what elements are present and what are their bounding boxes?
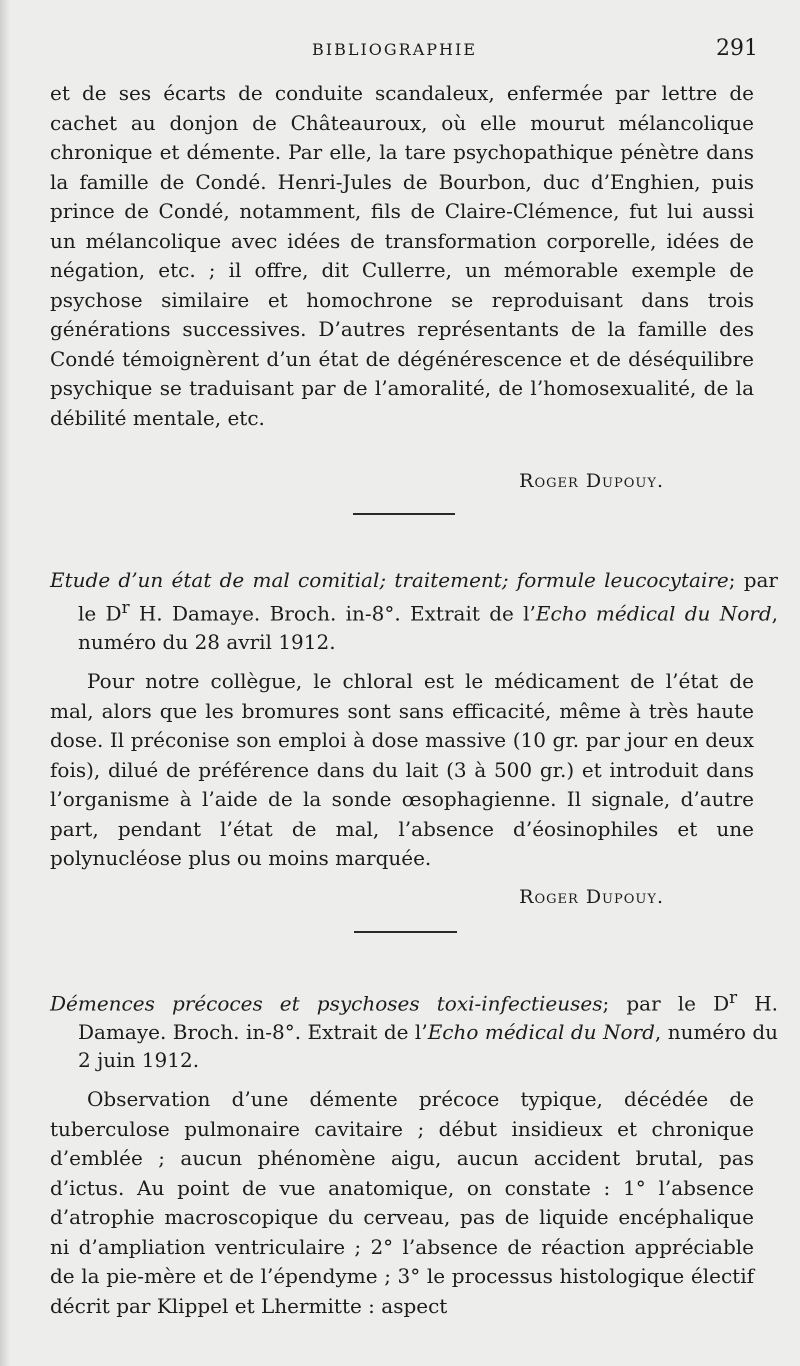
reference-issue: , numéro du 2 juin 1912. xyxy=(78,1019,779,1072)
review-reference xyxy=(50,566,778,656)
reference-issue: , numéro du 28 avril 1912. xyxy=(78,601,779,654)
review-signature: Roger Dupouy. xyxy=(519,470,664,492)
reference-journal: Echo médical du Nord xyxy=(427,1019,655,1044)
review-signature: Roger Dupouy. xyxy=(519,886,664,908)
review-reference xyxy=(50,984,778,1074)
review-body xyxy=(50,667,754,874)
reference-author-publication: H. Damaye. Broch. in-8°. Extrait de l’ xyxy=(129,601,536,626)
reference-title-abbrev: r xyxy=(729,988,738,1007)
reference-title-abbrev: r xyxy=(121,598,130,617)
scan-edge-shadow xyxy=(0,0,10,1366)
page-number: 291 xyxy=(716,36,758,61)
reference-author-publication: H. Damaye. Broch. in-8°. Extrait de l’ xyxy=(78,991,778,1044)
review-body xyxy=(50,1085,754,1321)
page-header xyxy=(50,36,758,64)
running-head: BIBLIOGRAPHIE xyxy=(312,40,477,59)
reference-title: Etude d’un état de mal comitial; traitement; formule leucocytaire xyxy=(50,568,729,592)
review-paragraph: Observation d’une démente précoce typique, décédée de tuberculose pulmonaire cavitaire ; début insidieux et chronique d’emblée ; aucun phénomène aigu, aucun accident brutal, pas d’ictus. Au point de vue anatomique, on constate : 1° l’absence d’atrophie macroscopique du cerveau, pas de liquide encéphalique ni d’ampliation ventriculaire ; 2° l’absence de réaction appréciable de la pie-mère et de l’épendyme ; 3° le processus histologique électif décrit par Klippel et Lhermitte : aspect xyxy=(50,1087,754,1318)
review-paragraph: Pour notre collègue, le chloral est le médicament de l’état de mal, alors que les bromures sont sans efficacité, même à très haute dose. Il préconise son emploi à dose massive (10 gr. par jour en deux fois), dilué de préférence dans du lait (3 à 500 gr.) et introduit dans l’organisme à l’aide de la sonde œsophagienne. Il signale, d’autre part, pendant l’état de mal, l’absence d’éosinophiles et une polynucléose plus ou moins marquée. xyxy=(50,669,754,870)
reference-journal: Echo médical du Nord xyxy=(535,601,772,626)
reference-title: Démences précoces et psychoses toxi-infectieuses xyxy=(50,991,603,1016)
reference-by: ; par le D xyxy=(78,568,778,626)
section-divider xyxy=(353,513,455,515)
section-divider xyxy=(354,931,457,933)
paragraph-text: et de ses écarts de conduite scandaleux, enfermée par lettre de cachet au donjon de Châteauroux, où elle mourut mélancolique chronique et démente. Par elle, la tare psychopathique pénètre dans la famille de Condé. Henri-Jules de Bourbon, duc d’Enghien, puis prince de Condé, notamment, fils de Claire-Clémence, fut lui aussi un mélancolique avec idées de transformation corporelle, idées de négation, etc. ; il offre, dit Cullerre, un mémorable exemple de psychose similaire et homochrone se reproduisant dans trois générations successives. D’autres représentants de la famille des Condé témoignèrent d’un état de dégénérescence et de déséquilibre psychique se traduisant par de l’amoralité, de l’homosexualité, de la débilité mentale, etc. xyxy=(50,81,754,430)
reference-by: ; par le D xyxy=(602,991,730,1016)
continued-paragraph xyxy=(50,79,754,433)
